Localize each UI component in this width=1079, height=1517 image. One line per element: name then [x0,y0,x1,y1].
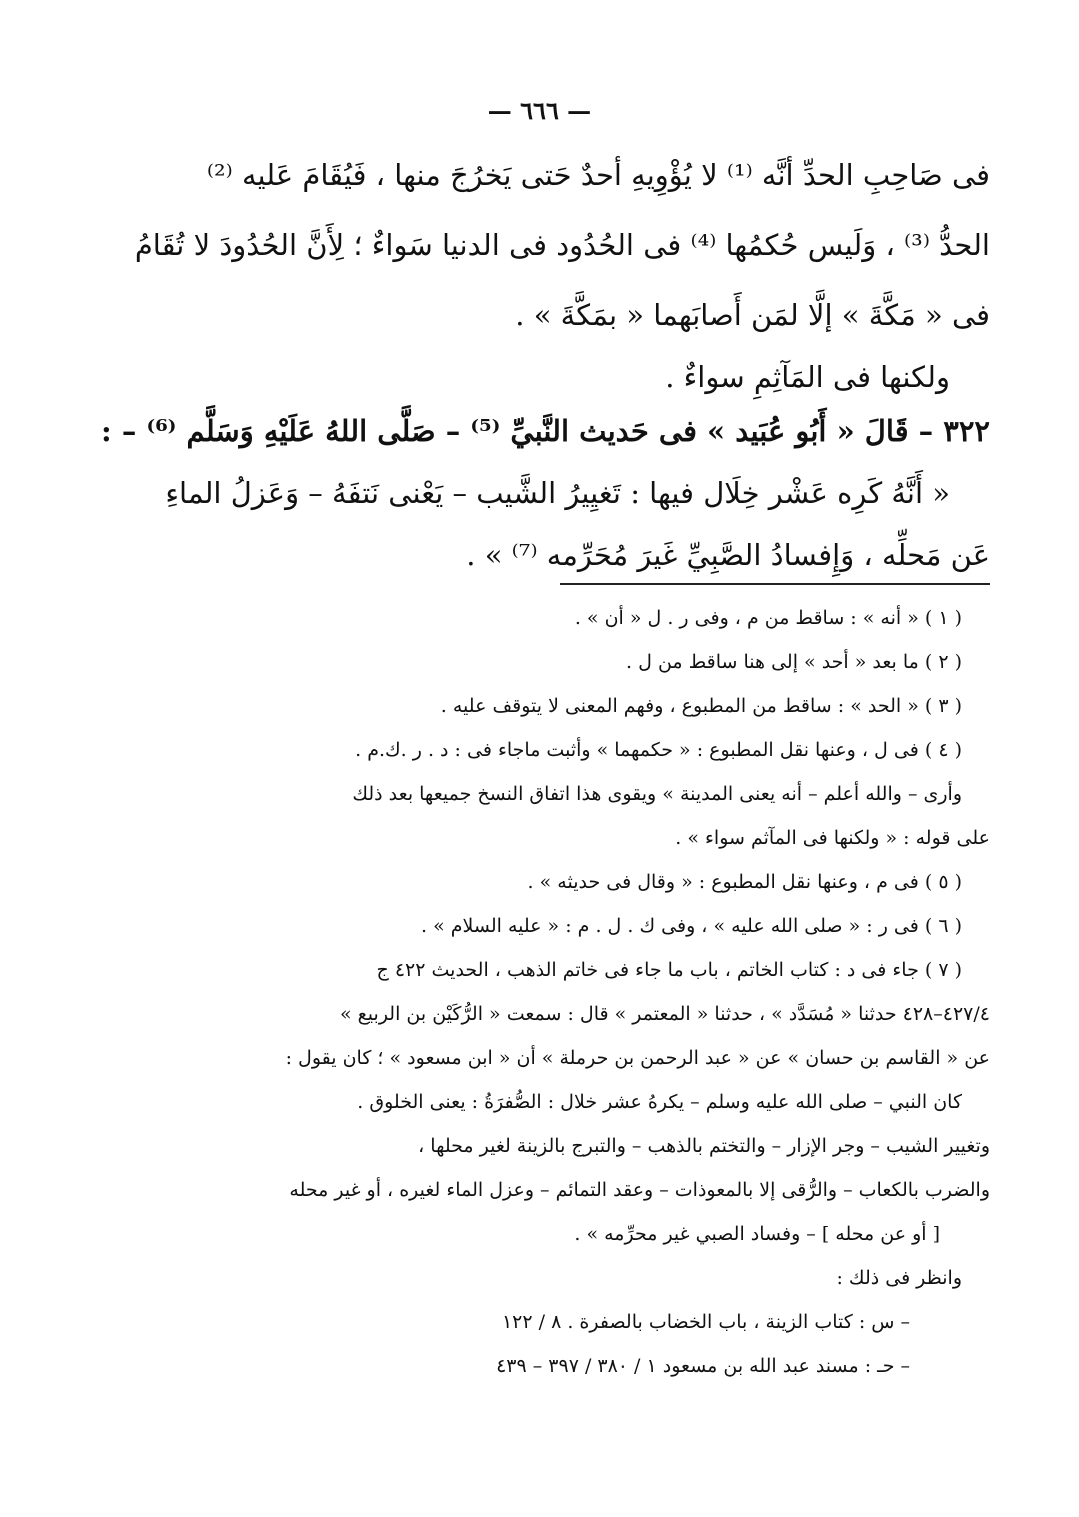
footnote-divider [560,583,990,585]
footnote-line: كان النبي – صلى الله عليه وسلم – يكرهُ عشر خلال : الصُّفرَةُ : يعنى الخلوق . [357,1091,962,1113]
hadith-heading: ٣٢٢ – قَالَ « أَبُو عُبَيد » فى حَديث النَّبيِّ ⁽⁵⁾ – صَلَّى اللهُ عَلَيْهِ وَسَلَّم ⁽⁶⁾ – : [101,414,990,448]
footnote-line: ( ٥ ) فى م ، وعنها نقل المطبوع : « وقال فى حديثه » . [527,871,962,893]
footnote-line: ( ٦ ) فى ر : « صلى الله عليه » ، وفى ك . ل . م : « عليه السلام » . [421,915,962,937]
main-text [90,140,990,582]
footnote-line: عن « القاسم بن حسان » عن « عبد الرحمن بن حرملة » أن « ابن مسعود » ؛ كان يقول : [285,1047,990,1069]
footnote-line: ( ٤ ) فى ل ، وعنها نقل المطبوع : « حكمهما » وأثبت ماجاء فى : د . ر .ك.م . [355,739,962,761]
footnote-line: ( ٧ ) جاء فى د : كتاب الخاتم ، باب ما جاء فى خاتم الذهب ، الحديث ٤٢٢ ج [376,959,962,981]
footnote-line: ( ١ ) « أنه » : ساقط من م ، وفى ر . ل « أن » . [574,607,962,629]
main-line: ولكنها فى المَآثِمِ سواءٌ . [665,360,950,394]
main-line: فى صَاحِبِ الحدِّ أنَّه ⁽¹⁾ لا يُؤْوِيهِ أحدٌ حَتى يَخرُجَ منها ، فَيُقَامَ عَليه ⁽²⁾ [206,158,990,192]
footnote-line: وانظر فى ذلك : [836,1267,962,1289]
footnote-line: وأرى – والله أعلم – أنه يعنى المدينة » ويقوى هذا اتفاق النسخ جميعها بعد ذلك [352,783,962,805]
main-line: عَن مَحلِّه ، وَإِفسادُ الصَّبِيِّ غَيرَ مُحَرِّمه ⁽⁷⁾ » . [466,538,990,572]
footnote-line: ( ٣ ) « الحد » : ساقط من المطبوع ، وفهم المعنى لا يتوقف عليه . [440,695,962,717]
main-line: فى « مَكَّةَ » إلَّا لمَن أَصابَهما « بمَكَّةَ » . [515,298,990,332]
footnote-line: ٤٢٧/٤–٤٢٨ حدثنا « مُسَدَّد » ، حدثنا « المعتمر » قال : سمعت « الرُّكَيْن بن الربيع » [340,1003,990,1025]
footnote-line: وتغيير الشيب – وجر الإزار – والتختم بالذهب – والتبرج بالزينة لغير محلها ، [418,1135,990,1157]
main-line: الحدُّ ⁽³⁾ ، وَلَيس حُكمُها ⁽⁴⁾ فى الحُدُود فى الدنيا سَواءٌ ؛ لِأَنَّ الحُدُودَ لا تُقَامُ [134,228,990,262]
footnote-line: – حـ : مسند عبد الله بن مسعود ١ / ٣٨٠ / ٣٩٧ – ٤٣٩ [496,1355,910,1377]
footnote-line: – س : كتاب الزينة ، باب الخضاب بالصفرة . ٨ / ١٢٢ [501,1311,910,1333]
footnotes [130,596,990,1388]
footnote-line: على قوله : « ولكنها فى المآثم سواء » . [675,827,990,849]
footnote-line: والضرب بالكعاب – والرُّقى إلا بالمعوذات – وعقد التمائم – وعزل الماء لغيره ، أو غير محله [289,1179,990,1201]
main-line: « أَنَّهُ كَرِه عَشْر خِلَال فيها : تَغيِيرُ الشَّيب – يَعْنى نَتفَهُ – وَعَزلُ الماءِ [165,476,950,510]
page-number: — ٦٦٦ — [487,96,592,125]
footnote-line: ( ٢ ) ما بعد « أحد » إلى هنا ساقط من ل . [626,651,962,673]
footnote-line: [ أو عن محله ] – وفساد الصبي غير محرِّمه » . [574,1223,940,1245]
